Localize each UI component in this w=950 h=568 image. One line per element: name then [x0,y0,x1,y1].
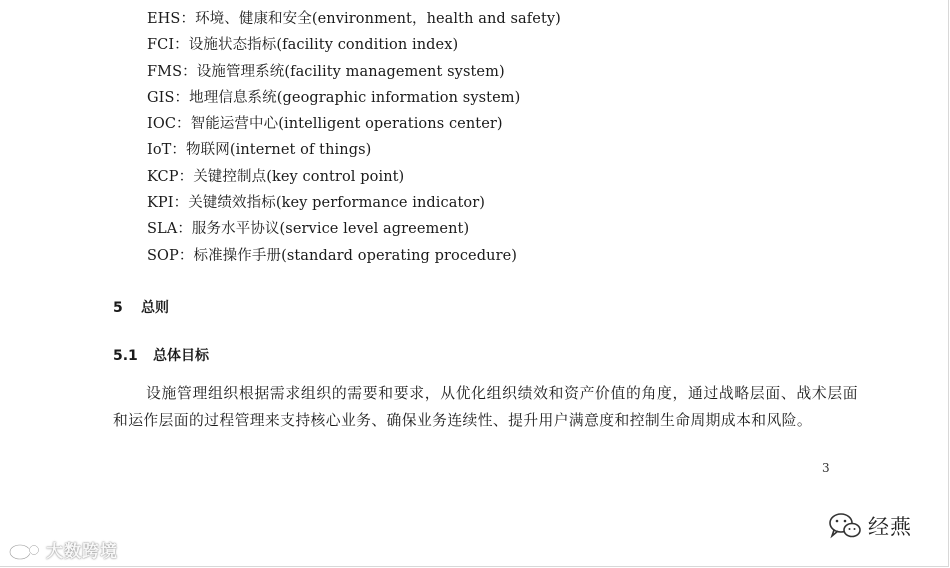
weibo-logo-icon [8,538,42,562]
section-title: 总则 [141,300,169,316]
wechat-logo-icon [828,512,862,540]
abbreviation-item: GIS：地理信息系统(geographic information system) [147,89,521,106]
abbreviation-list [147,6,561,269]
subsection-number: 5.1 [113,348,138,364]
abbreviation-item: SLA：服务水平协议(service level agreement) [147,221,470,238]
abbreviation-item: IOC：智能运营中心(intelligent operations center) [147,116,503,133]
abbreviation-item: SOP：标准操作手册(standard operating procedure) [147,247,518,264]
abbreviation-item: FCI：设施状态指标(facility condition index) [147,37,459,54]
abbreviation-item: IoT：物联网(internet of things) [147,142,372,159]
abbreviation-item: KPI：关键绩效指标(key performance indicator) [147,195,486,212]
body-paragraph: 设施管理组织根据需求组织的需要和要求，从优化组织绩效和资产价值的角度，通过战略层面、战术层面和运作层面的过程管理来支持核心业务、确保业务连续性、提升用户满意度和控制生命周期成本和风险。 [113,385,858,429]
watermark-right [828,511,912,541]
watermark-right-text: 经燕 [868,515,912,539]
watermark-left-text: 大数跨境 [46,542,118,562]
subsection-title: 总体目标 [153,348,209,364]
subsection-heading [113,345,209,365]
page-number: 3 [822,461,830,475]
watermark-left [8,537,118,562]
section-heading [113,297,169,317]
abbreviation-item: EHS：环境、健康和安全(environment，health and safety) [147,11,561,27]
abbreviation-item: FMS：设施管理系统(facility management system) [147,63,505,80]
abbreviation-item: KCP：关键控制点(key control point) [147,168,405,185]
section-number: 5 [113,300,123,316]
